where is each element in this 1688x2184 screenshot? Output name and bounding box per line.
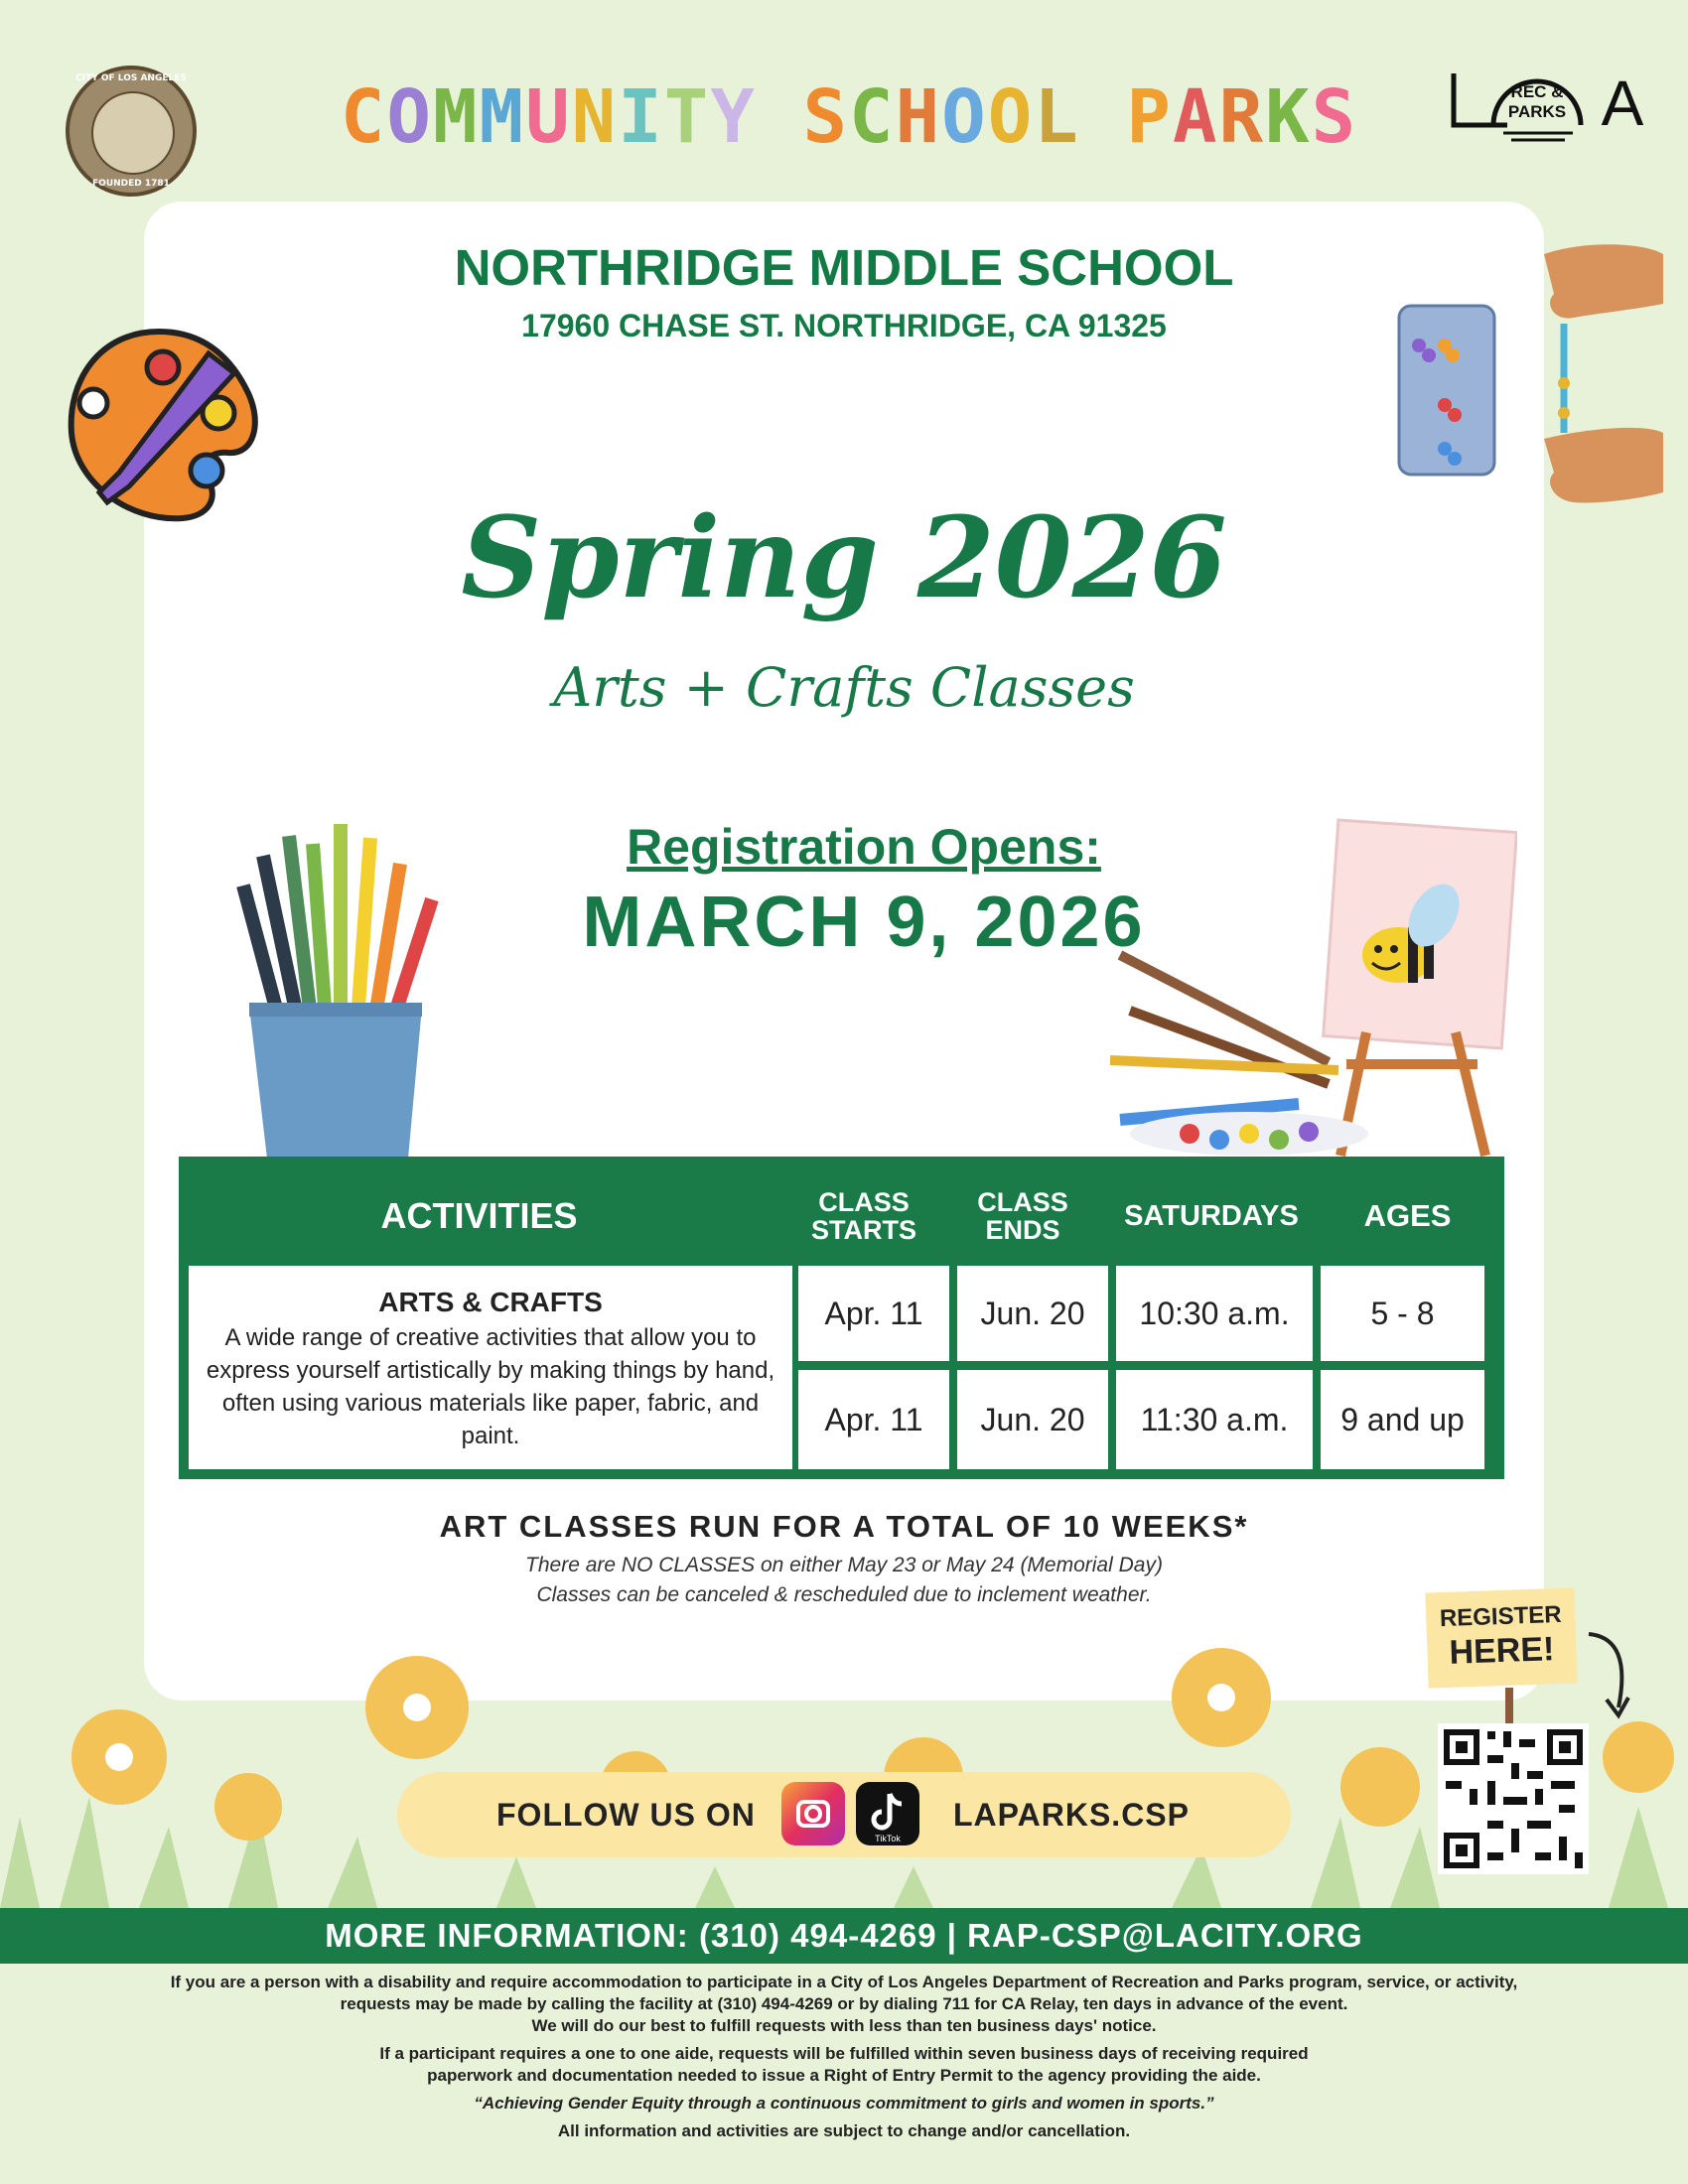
title-letter: N <box>571 74 619 160</box>
beading-hands-illustration <box>1395 234 1663 552</box>
row2-time: 11:30 a.m. <box>1116 1370 1313 1469</box>
accommodation-text-3: We will do our best to fulfill requests with less than ten business days' notice. <box>531 2016 1157 2035</box>
sign-post <box>1499 1688 1519 1727</box>
header-saturdays: SATURDAYS <box>1124 1199 1299 1232</box>
row1-class-ends: Jun. 20 <box>957 1266 1108 1361</box>
title-letter: K <box>1265 74 1312 160</box>
title-letter: M <box>479 74 526 160</box>
class-subtitle: Arts + Crafts Classes <box>553 656 1135 719</box>
row2-class-starts: Apr. 11 <box>798 1370 949 1469</box>
title-letter: O <box>987 74 1035 160</box>
title-letter: A <box>1172 74 1219 160</box>
row1-ages: 5 - 8 <box>1321 1266 1484 1361</box>
qr-code[interactable] <box>1438 1723 1589 1874</box>
header-activities: ACTIVITIES <box>380 1195 578 1236</box>
title-letter: R <box>1218 74 1266 160</box>
weather-note: Classes can be canceled & rescheduled due to inclement weather. <box>536 1583 1152 1606</box>
aide-text-1: If a participant requires a one to one aide, requests will be fulfilled within seven business days of receiving required <box>379 2044 1309 2063</box>
title-letter: P <box>1126 74 1173 160</box>
header-class-ends: CLASS ENDS <box>977 1187 1068 1245</box>
activity-description: A wide range of creative activities that allow you to express yourself artistically by making things by hand, often using various materials like paper, fabric, and paint. <box>206 1323 775 1449</box>
logo-text-rec: REC & <box>1510 82 1564 101</box>
row2-ages: 9 and up <box>1321 1370 1484 1469</box>
row1-class-starts: Apr. 11 <box>798 1266 949 1361</box>
seal-emblem <box>91 91 175 175</box>
header-class-starts: CLASS STARTS <box>811 1187 916 1245</box>
title-letter: C <box>849 74 896 160</box>
follow-label: FOLLOW US ON <box>496 1797 756 1833</box>
tiktok-icon[interactable] <box>856 1782 919 1845</box>
title-letter: L <box>1034 74 1080 160</box>
activity-description-cell <box>189 1266 792 1469</box>
activity-name: ARTS & CRAFTS <box>378 1286 603 1317</box>
title-letter: C <box>340 74 387 160</box>
title-letter: T <box>663 74 711 160</box>
title-letter <box>1080 77 1127 157</box>
paint-palette-icon <box>60 324 263 532</box>
register-line-1: REGISTER <box>1439 1600 1563 1633</box>
title-letter: M <box>432 74 480 160</box>
duration-note: ART CLASSES RUN FOR A TOTAL OF 10 WEEKS* <box>439 1509 1249 1544</box>
accommodation-text-1: If you are a person with a disability and require accommodation to participate in a City of Los Angeles Department of Recreation and Parks program, service, or activity, <box>170 1973 1518 1991</box>
title-letter: S <box>1311 74 1358 160</box>
title-letter: O <box>941 74 988 160</box>
register-here-sign <box>1425 1587 1577 1688</box>
seal-bottom-text: FOUNDED 1781 <box>92 179 170 189</box>
program-title <box>298 74 1400 160</box>
title-letter <box>757 77 803 157</box>
gender-equity-statement: “Achieving Gender Equity through a continuous commitment to girls and women in sports.” <box>474 2094 1214 2113</box>
logo-letter-a: A <box>1601 68 1644 139</box>
row1-time: 10:30 a.m. <box>1116 1266 1313 1361</box>
title-letter: Y <box>710 74 757 160</box>
aide-text-2: paperwork and documentation needed to issue a Right of Entry Permit to the agency providing the aide. <box>427 2066 1261 2085</box>
school-name: NORTHRIDGE MIDDLE SCHOOL <box>454 239 1234 296</box>
arrow-icon <box>1579 1628 1638 1727</box>
title-letter: O <box>386 74 433 160</box>
title-letter: S <box>802 74 849 160</box>
registration-label: Registration Opens: <box>627 819 1101 875</box>
tiktok-label: TikTok <box>875 1834 901 1843</box>
logo-text-parks: PARKS <box>1507 102 1567 121</box>
registration-date: MARCH 9, 2026 <box>582 883 1146 962</box>
more-information-bar: MORE INFORMATION: (310) 494-4269 | RAP-CSP@LACITY.ORG <box>0 1908 1688 1964</box>
header-ages: AGES <box>1363 1198 1452 1233</box>
title-letter: H <box>895 74 942 160</box>
title-letter: I <box>618 74 664 160</box>
register-line-2: HERE! <box>1448 1630 1555 1672</box>
season-title: Spring 2026 <box>461 493 1227 623</box>
school-address: 17960 CHASE ST. NORTHRIDGE, CA 91325 <box>521 308 1167 343</box>
rec-and-parks-logo <box>1448 64 1656 143</box>
instagram-icon[interactable] <box>781 1782 845 1845</box>
schedule-table <box>179 1157 1504 1479</box>
no-classes-note: There are NO CLASSES on either May 23 or May 24 (Memorial Day) <box>525 1554 1163 1576</box>
row2-class-ends: Jun. 20 <box>957 1370 1108 1469</box>
seal-text: CITY OF LOS ANGELES <box>75 73 187 83</box>
social-handle[interactable]: LAPARKS.CSP <box>953 1797 1190 1833</box>
disclaimer-text: All information and activities are subject to change and/or cancellation. <box>557 2121 1131 2140</box>
title-letter: U <box>525 74 572 160</box>
accommodation-text-2: requests may be made by calling the facility at (310) 494-4269 or by dialing 711 for CA Relay, ten days in advance of the event. <box>340 1994 1348 2013</box>
city-seal-logo <box>66 66 197 197</box>
